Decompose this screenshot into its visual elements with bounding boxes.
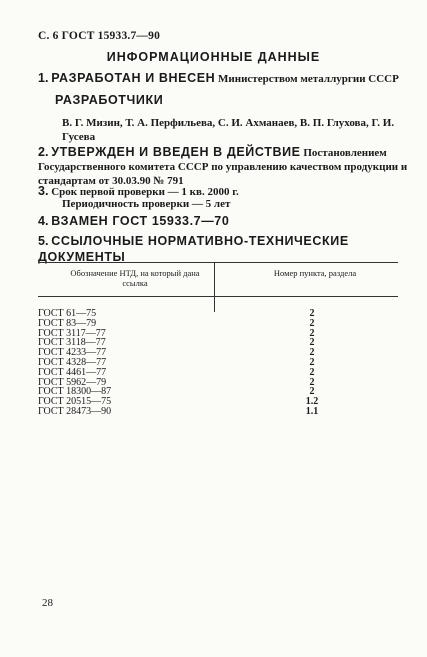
table-cell-clause: 2 (309, 308, 315, 319)
table-cell-clause: 2 (309, 337, 315, 349)
section-4 (38, 214, 410, 229)
table-cell-clause: 2 (309, 327, 315, 339)
section-3-number: 3. (38, 184, 49, 198)
table-cell-designation: ГОСТ 4461—77 (38, 366, 107, 378)
table-cell-clause: 2 (309, 376, 315, 388)
table-column-designations (38, 309, 111, 417)
section-4-number: 4. (38, 214, 49, 228)
section-2-caption: УТВЕРЖДЕН И ВВЕДЕН В ДЕЙСТВИЕ (51, 145, 301, 159)
table-cell-designation: ГОСТ 28473—90 (38, 405, 112, 417)
table-cell-clause: 2 (309, 366, 315, 378)
table-column-clauses (262, 309, 362, 417)
section-5-number: 5. (38, 234, 49, 248)
section-5-caption: ССЫЛОЧНЫЕ НОРМАТИВНО-ТЕХНИЧЕСКИЕ ДОКУМЕНТЫ (38, 234, 349, 264)
table-cell-designation: ГОСТ 18300—87 (38, 386, 112, 398)
section-1 (38, 71, 410, 86)
table-header-designation: Обозначение НТД, на который дана ссылка (70, 268, 200, 288)
table-cell-designation: ГОСТ 4328—77 (38, 356, 107, 368)
section-1-caption: РАЗРАБОТАН И ВНЕСЕН (51, 71, 216, 85)
table-cell-clause: 2 (309, 386, 315, 398)
table-cell-designation: ГОСТ 3118—77 (38, 337, 106, 349)
section-1-text: Министерством металлургии СССР (218, 73, 399, 85)
table-cell-designation: ГОСТ 61—75 (38, 308, 97, 319)
section-2-text: Постановлением Государственного комитета СССР по управлению качеством продукции и стандартам от 30.03.90 № 791 (38, 147, 408, 187)
page-title: ИНФОРМАЦИОННЫЕ ДАННЫЕ (106, 50, 321, 64)
table-cell-designation: ГОСТ 83—79 (38, 317, 97, 329)
table-cell-designation: ГОСТ 20515—75 (38, 396, 112, 408)
table-column-divider (214, 262, 215, 312)
table-cell-clause: 1.1 (305, 405, 319, 417)
table-header-rule (38, 296, 398, 297)
developers-caption: РАЗРАБОТЧИКИ (55, 93, 164, 107)
section-3-line-1: Срок первой проверки — 1 кв. 2000 г. (51, 186, 239, 198)
table-cell-clause: 1.2 (305, 396, 319, 408)
page-number: 28 (42, 597, 53, 609)
section-4-caption: ВЗАМЕН ГОСТ 15933.7—70 (51, 214, 230, 228)
page-header: С. 6 ГОСТ 15933.7—90 (38, 30, 161, 42)
section-3-line-2: Периодичность проверки — 5 лет (62, 198, 231, 210)
table-top-rule (38, 262, 398, 263)
developers-caption-row (55, 93, 427, 108)
table-cell-clause: 2 (309, 356, 315, 368)
table-header-clause: Номер пункта, раздела (273, 268, 357, 278)
table-cell-clause: 2 (309, 317, 315, 329)
table-cell-designation: ГОСТ 4233—77 (38, 347, 107, 359)
section-2-number: 2. (38, 145, 49, 159)
table-cell-designation: ГОСТ 5962—79 (38, 376, 107, 388)
section-1-number: 1. (38, 71, 49, 85)
table-cell-clause: 2 (309, 347, 315, 359)
section-2 (38, 145, 410, 188)
table-cell-designation: ГОСТ 3117—77 (38, 327, 106, 339)
developers-list: В. Г. Мизин, Т. А. Перфильева, С. И. Ахманаев, В. П. Глухова, Г. И. Гусева (62, 117, 395, 143)
